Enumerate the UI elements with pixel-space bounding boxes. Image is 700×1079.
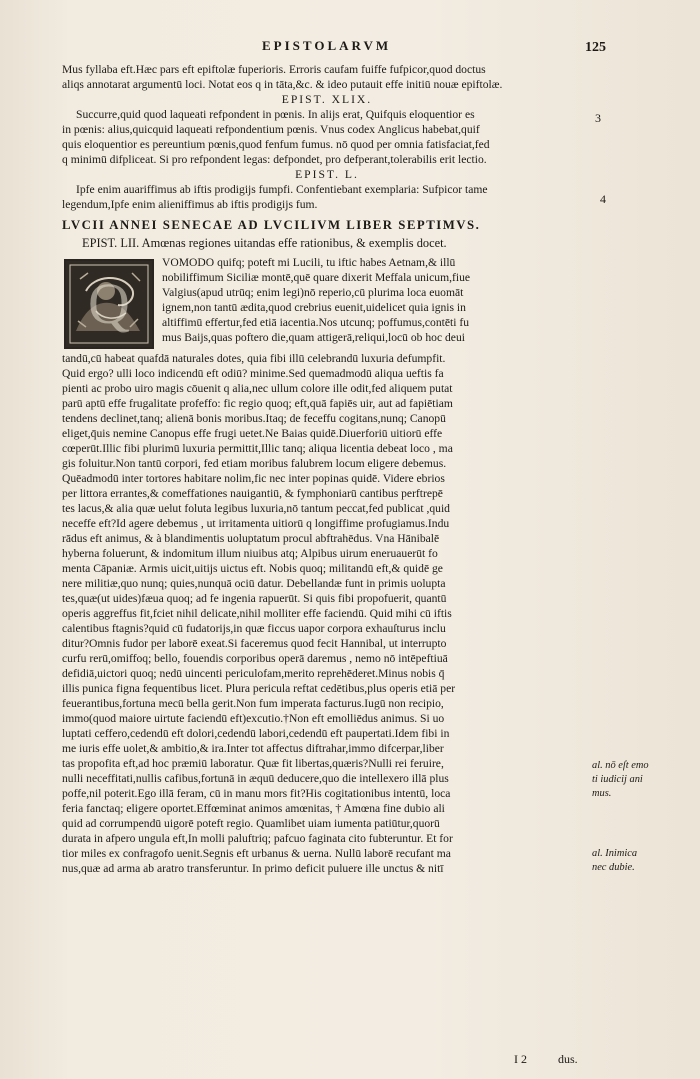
text-line: mus Baijs,quas poftero die,quam attigerā,reliqui,locū ob hoc deui	[162, 331, 465, 344]
running-head: EPISTOLARVM	[262, 38, 392, 53]
margin-note	[592, 759, 649, 801]
margin-note-line: al. Inimica	[592, 848, 638, 859]
text-line: ditur?Omnis fudor per laborē exeat.Si faceremus quod fecit Hannibal, ut interrupto	[62, 637, 447, 650]
text-line: rādus eft animus, & à blandimentis uoluptatum procul abftrahēdus. Vna Hānibalē	[62, 532, 440, 545]
page-number: 125	[585, 40, 606, 55]
text-line: nulli neceffitati,nullis cafibus,fortunā in æquū deducere,quo die intellexero illā plus	[62, 772, 449, 785]
epistle-title: EPIST. L.	[295, 168, 359, 181]
text-line: aliqs annotarat argumentū loci. Notat eos q in tāta,&c. & ideo putauit effe initiū nouæ epiftolæ.	[62, 78, 503, 91]
epistle-title: EPIST. XLIX.	[281, 93, 373, 106]
margin-note-line: nec dubie.	[592, 862, 635, 873]
text-line: illis punica figna fequentibus licet. Plura pericula reftat cedētibus,plus operis etiā per	[62, 682, 456, 695]
catchword: dus.	[558, 1052, 578, 1066]
signature-mark: I 2	[514, 1052, 527, 1066]
text-line: VOMODO quifq; poteft mi Lucili, tu iftic habes Aetnam,& illū	[162, 256, 456, 269]
main-text	[62, 351, 592, 876]
text-line: calentibus ftagnis?quid cū fudatorijs,in quæ ficcus uapor corpora exhauſturus inclu	[62, 622, 446, 635]
text-line: quis eloquentior es pereuntium pœnis,quod fenfum fumus. nō quod per omnia fatisfaciat,fed	[62, 138, 490, 151]
text-line: Mus fyllaba eft.Hæc pars eft epiftolæ fuperioris. Erroris caufam fuiffe fufpicor,quod doctus	[62, 63, 486, 76]
text-line: eliget,q̄uis nemine Canopus effe frugi uetet.Ne Baias quidē.Diuerforiū uitiorū effe	[62, 427, 443, 440]
margin-note-line: mus.	[592, 788, 612, 799]
text-line: in pœnis: alius,quicquid laqueati refpondentium pœnis. Vnus codex Anglicus habebat,quif	[62, 123, 480, 136]
text-line: me iuris effe uolet,& ambitio,& ira.Inter tot affectus diftrahar,immo difcerpar,liber	[62, 742, 444, 755]
text-line: Ipfe enim auariffimus ab iftis prodigijs fumpfi. Confentiebant exemplaria: Sufpicor tame	[76, 183, 488, 196]
text-line: tior miles ex confragofo uenit.Segnis eft urbanus & uerna. Nullū laborē recufant ma	[62, 847, 451, 860]
text-line: pienti ac probo uiro magis cōuenit q alia,nec ullum colore ille odit,fed aliquem putat	[62, 382, 453, 395]
margin-digit: 3	[595, 111, 601, 125]
text-body	[62, 62, 592, 876]
initial-letter: Q	[88, 271, 130, 336]
text-line: menta Cāpaniæ. Armis uicit,uitijs uictus eft. Nobis quoq; militandū eft,& quidē ge	[62, 562, 443, 575]
decorated-initial	[64, 259, 154, 349]
text-line: durata in afpero ungula eft,In molli paluftriq; pafcuo faginata cito fubteruntur. Et for	[62, 832, 453, 845]
text-line: nere militiæ,quo nunq; quies,nunquā ociū datur. Debellandæ funt in primis uolupta	[62, 577, 446, 590]
text-line: Succurre,quid quod laqueati refpondent in pœnis. In alijs erat, Quifquis eloquentior es	[76, 108, 475, 121]
text-line: tandū,cū habeat quafdā naturales dotes, quia fibi illū celebrandū luxuria defumpfit.	[62, 352, 446, 365]
text-line: tes lacus,& alia quæ uelut foluta legibus luxuria,nō tantum peccat,fed publicat ,quid	[62, 502, 450, 515]
text-line: defidiā,uictori quoq; nedū uincenti periculofam,merito reprehēderet.Minus nobis q̄	[62, 667, 445, 680]
text-line: tendens declinet,tanq; alienā bonis moribus.Itaq; de feceffu cogitans,nunq; Canopū	[62, 412, 446, 425]
text-line: Quēadmodū inter tortores habitare nolim,fic nec inter popinas quidē. Videre ebrios	[62, 472, 445, 485]
text-line: Valgius(apud utrūq; enim legi)nō reperio,cū plurima loca euomāt	[162, 286, 464, 299]
text-line: immo(quod maiore uirtute faciendū eft)excutio.†Non eft emolliēdus animus. Si uo	[62, 712, 445, 725]
text-line: parū aptū effe frugalitate profeffo: fic regio quoq; eft,quā fapiēs uir, aut ad fapiētiam	[62, 397, 453, 410]
text-line: legendum,Ipfe enim alieniffimus ab iftis prodigijs fum.	[62, 198, 318, 211]
margin-digit: 4	[600, 192, 606, 206]
text-line: cœperūt.Illic fibi plurimū luxuria permittit,Illic tanq; aliqua licentia debeat loco , ma	[62, 442, 453, 455]
book-heading: LVCII ANNEI SENECAE AD LVCILIVM LIBER SEPTIMVS.	[62, 218, 481, 232]
text-line: feria fanctaq; eligere oportet.Effœminat animos amœnitas, † Amœna fine dubio ali	[62, 802, 445, 815]
text-line: altiffimū effertur,fed etiā iacentia.Nos utcunq; poffumus,contēti fu	[162, 316, 469, 329]
text-line: operis aggreffus fit,fciet nihil delicate,nihil molliter effe faciendū. Quid mihi cū iftis	[62, 607, 452, 620]
text-line: nus,quæ ad arma ab aratro transferuntur. In primo deficit puluere ille unctus & nitī	[62, 862, 444, 875]
text-line: nobiliffimum Siciliæ montē,quē quare dixerit Meffala unicum,fiue	[162, 271, 471, 284]
text-line: tes,quæ(ut uides)fæua quoq; ad fe ingenia rapuerūt. Si quis fibi propofuerit, quantū	[62, 592, 447, 605]
text-line: hyberna foluerunt, & indomitum illum niuibus atq; Alpibus uirum eneruauerūt fo	[62, 547, 438, 560]
text-line: quid ad corrumpendū uigorē poteft regio. Quamlibet uiam iumenta patiūtur,quorū	[62, 817, 440, 830]
decorated-initial-image	[66, 261, 152, 347]
text-line: curfu rerū,omiffoq; bello, fouendis corporibus operā daremus , nemo nō intēpeftiuā	[62, 652, 448, 665]
text-line: feuerantibus,fortuna mecū bella gerit.Non fum imperata facturus.Iugū non recipio,	[62, 697, 444, 710]
text-line: ignem,non tantū ædita,quod crebrius euenit,uidelicet quia ignis in	[162, 301, 466, 314]
text-line: q minimū difpliceat. Si pro refpondent legas: defpondet, pro defperant,tolerabilis erit lectio.	[62, 153, 487, 166]
text-line: luptati ceffero,cedendū eft dolori,cedendū labori,cedendū eft paupertati.Idem fibi in	[62, 727, 450, 740]
epistle-title: EPIST. LII. Amœnas regiones uitandas effe rationibus, & exemplis docet.	[82, 236, 447, 250]
text-line: tas propofita eft,ad hoc præmiū laboratur. Quæ fit libertas,quæris?Nulli rei feruire,	[62, 757, 444, 770]
margin-note-line: al. nō eſt emo	[592, 760, 649, 771]
text-line: gis foluitur.Non tantū corpori, fed etiam moribus falubrem locum eligere debemus.	[62, 457, 447, 470]
text-line: neceffe eft?Id agere debemus , ut irritamenta uitiorū q longiffime profugiamus.Indu	[62, 517, 450, 530]
text-line: per littora errantes,& comeffationes nauigantiū, & fymphoniarū cantibus perftrepē	[62, 487, 443, 500]
margin-note-line: ti iudicij ani	[592, 774, 643, 785]
text-line: poffe,nil poterit.Ego illā feram, cū in manu mors fit?His cogitationibus intentū, loca	[62, 787, 451, 800]
margin-note	[592, 847, 637, 875]
text-line: Quid ergo? ulli loco indicendū eft odiū? minime.Sed quemadmodū aliqua ueftis fa	[62, 367, 444, 380]
